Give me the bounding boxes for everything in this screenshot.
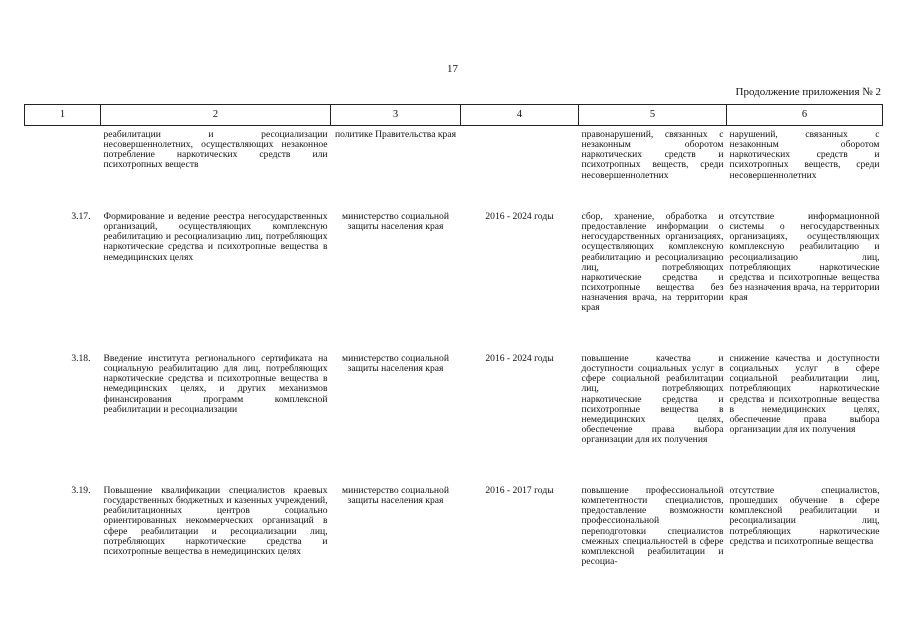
activity-cell: реабилитации и ресоциализации несовершеннолетних, осуществляющих незаконное потребление наркотических средств или психотропных веществ	[103, 129, 328, 171]
activity-cell: Введение института регионального сертификата на социальную реабилитацию для лиц, потребляющих наркотические средства и психотропные вещества в немедицинских целях, и других механизмов финансирования программ комплексной реабилитации и ресоциализации	[103, 353, 328, 415]
column-header-number: 1	[25, 105, 101, 126]
row-number	[25, 126, 101, 213]
activity-cell: Повышение квалификации специалистов краевых государственных бюджетных и казенных учреждений, реабилитационных центров социально ориентированных некоммерческих организаций в сфере реабилитации и ресоциализации лиц, потребляющих наркотические средства и психотропные вещества в немедицинских целях	[103, 485, 328, 557]
executor-cell: политике Правительства края	[334, 129, 457, 140]
page-number: 17	[447, 63, 458, 75]
measures-table	[24, 104, 883, 606]
column-header-result: 5	[579, 105, 727, 126]
table-header	[25, 105, 883, 126]
activity-cell: Формирование и ведение реестра негосударственных организаций, осуществляющих комплексную реабилитацию и ресоциализацию лиц, потребляющих наркотические средства и психотропные вещества в немедицинских целях	[103, 211, 328, 263]
column-header-consequence: 6	[727, 105, 883, 126]
row-number: 3.19.	[71, 485, 91, 496]
period-cell: 2016 - 2024 годы	[485, 211, 554, 222]
consequence-cell: отсутствие информационной системы о негосударственных организациях, осуществляющих комплексную реабилитацию и ресоциализацию лиц, потребляющих наркотические средства и психотропные вещества без назначения врача, на территории края	[729, 211, 880, 304]
table-row	[25, 212, 883, 354]
table-row	[25, 354, 883, 486]
period-cell	[461, 126, 579, 213]
result-cell: правонарушений, связанных с незаконным оборотом наркотических средств и психотропных веществ, среди несовершеннолетних	[581, 129, 724, 181]
consequence-cell: отсутствие специалистов, прошедших обучение в сфере комплексной реабилитации и ресоциализации лиц, потребляющих наркотические средства и психотропные вещества	[729, 485, 880, 547]
result-cell: повышение профессиональной компетентности специалистов, предоставление возможности профессиональной переподготовки специалистов смежных специальностей в сфере комплексной реабилитации и ресоциа-	[581, 485, 724, 568]
executor-cell: министерство социальной защиты населения края	[342, 485, 449, 507]
column-header-period: 4	[461, 105, 579, 126]
row-number: 3.17.	[71, 211, 91, 222]
column-header-executor: 3	[331, 105, 461, 126]
appendix-continuation-note: Продолжение приложения № 2	[735, 86, 881, 98]
period-cell: 2016 - 2024 годы	[485, 353, 554, 364]
result-cell: сбор, хранение, обработка и предоставление информации о негосударственных организациях, осуществляющих комплексную реабилитацию и ресоциализацию лиц, потребляющих наркотические средства и психотропные вещества без назначения врача, на территории края	[581, 211, 724, 314]
executor-cell: министерство социальной защиты населения края	[342, 353, 449, 375]
executor-cell: министерство социальной защиты населения края	[342, 211, 449, 233]
consequence-cell: снижение качества и доступности социальных услуг в сфере социальной реабилитации лиц, потребляющих наркотические средства и психотропные вещества в немедицинских целях, обеспечение права выбора организации для их получения	[729, 353, 880, 436]
row-number: 3.18.	[71, 353, 91, 364]
table-row	[25, 126, 883, 213]
column-header-activity: 2	[101, 105, 331, 126]
consequence-cell: нарушений, связанных с незаконным оборотом наркотических средств и психотропных веществ, среди несовершеннолетних	[729, 129, 880, 181]
result-cell: повышение качества и доступности социальных услуг в сфере социальной реабилитации лиц, потребляющих наркотические средства и психотропные вещества в немедицинских целях, обеспечение права выбора организации для их получения	[581, 353, 724, 446]
table-row	[25, 486, 883, 606]
period-cell: 2016 - 2017 годы	[485, 485, 554, 496]
